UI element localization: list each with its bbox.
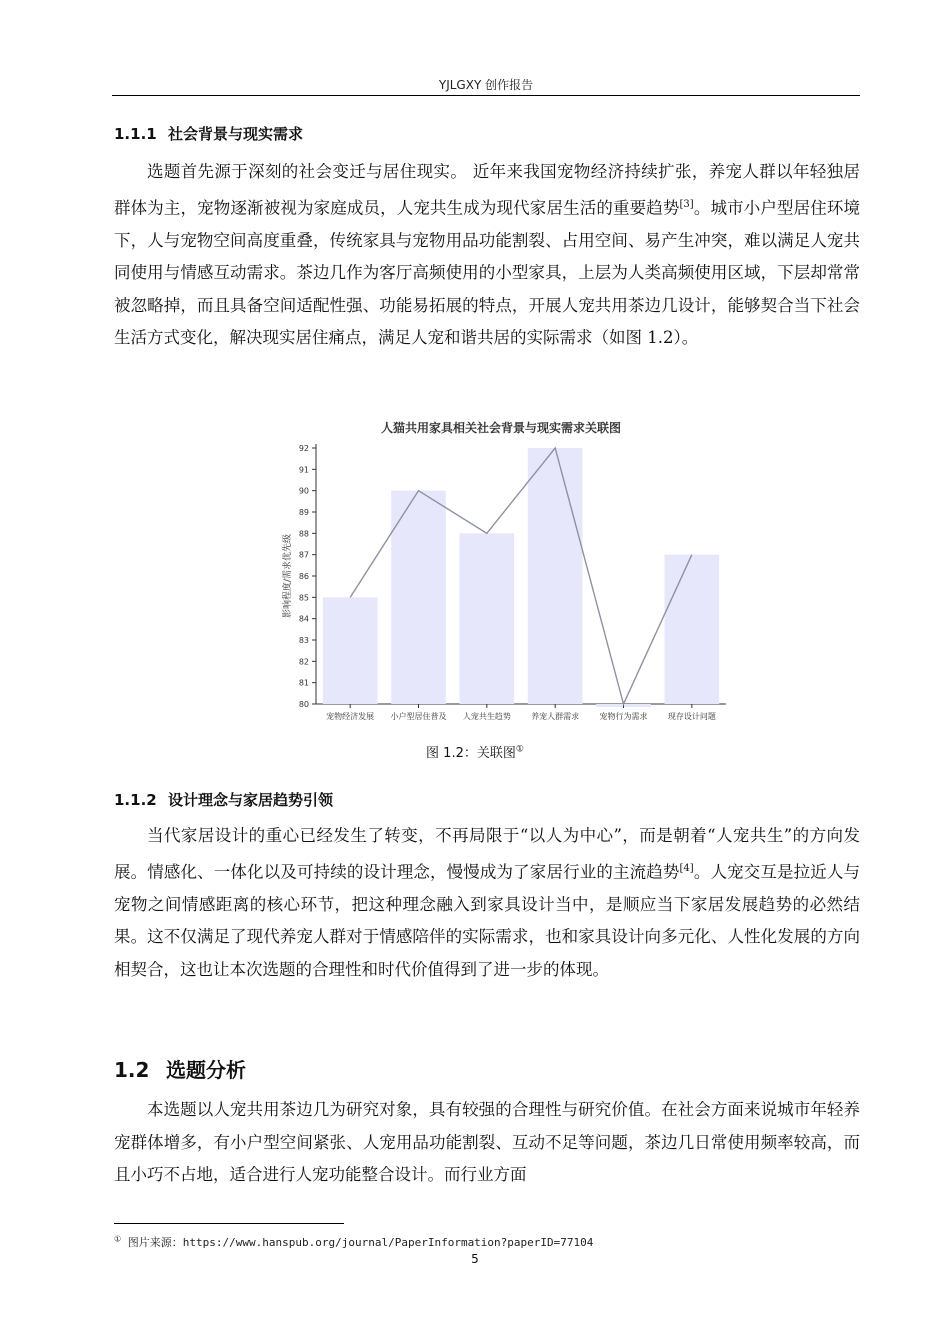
footnote-mark: ①: [114, 1234, 122, 1244]
citation-ref[interactable]: [4]: [679, 862, 694, 874]
footnote: [114, 1234, 593, 1250]
citation-ref[interactable]: [3]: [679, 198, 694, 210]
figure-chart: [276, 412, 736, 742]
paragraph-topic-analysis: 本选题以人宠共用茶边几为研究对象，具有较强的合理性与研究价值。在社会方面来说城市年轻养宠群体增多，有小户型空间紧张、人宠用品功能割裂、互动不足等问题，茶边几日常使用频率较高，而且小巧不占地，适合进行人宠功能整合设计。而行业方面: [114, 1100, 860, 1184]
x-tick-label: 小户型居住普及: [390, 712, 447, 721]
y-tick-label: 92: [298, 444, 309, 453]
x-tick-label: 现存设计问题: [667, 712, 716, 721]
y-tick-label: 85: [298, 593, 309, 603]
bar: [323, 597, 378, 704]
section-title: 设计理念与家居趋势引领: [167, 791, 333, 809]
section-title: 社会背景与现实需求: [167, 125, 303, 143]
y-tick-label: 81: [298, 678, 309, 688]
x-tick-label: 养宠人群需求: [531, 712, 580, 721]
y-tick-label: 88: [298, 529, 309, 539]
section-number: 1.1.1: [114, 125, 157, 143]
y-tick-label: 86: [298, 572, 309, 581]
bar: [665, 555, 720, 704]
paragraph-text: 当代家居设计的重心已经发生了转变，不再局限于“以人为中心”，而是朝着“人宠共生”的方向发展。情感化、一体化以及可持续的设计理念，慢慢成为了家居行业的主流趋势: [114, 826, 860, 881]
footnote-text: 图片来源：https://www.hanspub.org/journal/PaperInformation?paperID=77104: [121, 1236, 594, 1249]
paragraph-text: 。人宠交互是拉近人与宠物之间情感距离的核心环节，把这种理念融入到家具设计当中，是顺应当下家居发展趋势的必然结果。这不仅满足了现代养宠人群对于情感陪伴的实际需求，也和家具设计向多元化、人性化发展的方向相契合，这也让本次选题的合理性和时代价值得到了进一步的体现。: [114, 862, 861, 979]
x-tick-label: 宠物行为需求: [599, 712, 648, 721]
bar: [460, 533, 515, 704]
x-tick-label: 人宠共生趋势: [462, 712, 511, 721]
y-axis-label: 影响程度/需求优先级: [283, 533, 293, 619]
paragraph-text: 。城市小户型居住环境下，人与宠物空间高度重叠，传统家具与宠物用品功能割裂、占用空间、易产生冲突，难以满足人宠共同使用与情感互动需求。茶边几作为客厅高频使用的小型家具，上层为人类高频使用区域，下层却常常被忽略掉，而且具备空间适配性强、功能易拓展的特点，开展人宠共用茶边几设计，能够契合当下社会生活方式变化，解决现实居住痛点，满足人宠和谐共居的实际需求（如图 1.2）。: [114, 198, 861, 347]
x-tick-label: 宠物经济发展: [326, 712, 375, 721]
y-tick-label: 84: [298, 614, 309, 624]
section-heading-1-1-2: [114, 789, 333, 810]
figure-caption: [0, 742, 950, 761]
section-heading-1-1-1: [114, 123, 303, 144]
caption-text: 图 1.2：关联图: [426, 746, 516, 761]
bar: [391, 491, 446, 704]
paragraph-text: 选题首先源于深刻的社会变迁与居住现实。 近年来我国宠物经济持续扩张，养宠人群以年轻独居群体为主，宠物逐渐被视为家庭成员，人宠共生成为现代家居生活的重要趋势: [114, 162, 860, 217]
y-tick-label: 83: [298, 636, 309, 645]
page-number: 5: [471, 1252, 479, 1266]
chart-title: 人猫共用家具相关社会背景与现实需求关联图: [380, 421, 622, 435]
y-tick-label: 90: [298, 486, 309, 496]
y-tick-label: 87: [298, 550, 309, 560]
paragraph-design-trend: [114, 820, 860, 986]
y-tick-label: 80: [298, 700, 309, 709]
paragraph-social-background: [114, 156, 860, 355]
section-title: 选题分析: [166, 1058, 246, 1082]
section-number: 1.2: [114, 1058, 150, 1082]
footnote-rule: [114, 1223, 344, 1224]
bar-line-chart: [276, 412, 736, 742]
section-heading-1-2: [114, 1054, 246, 1083]
footnote-mark[interactable]: ①: [515, 744, 524, 755]
header-rule: [112, 95, 860, 96]
section-number: 1.1.2: [114, 791, 157, 809]
y-tick-label: 91: [298, 465, 309, 475]
bar: [528, 448, 583, 704]
y-tick-label: 89: [298, 508, 309, 517]
page-header: YJLGXY 创作报告: [438, 78, 534, 92]
y-tick-label: 82: [298, 657, 309, 667]
